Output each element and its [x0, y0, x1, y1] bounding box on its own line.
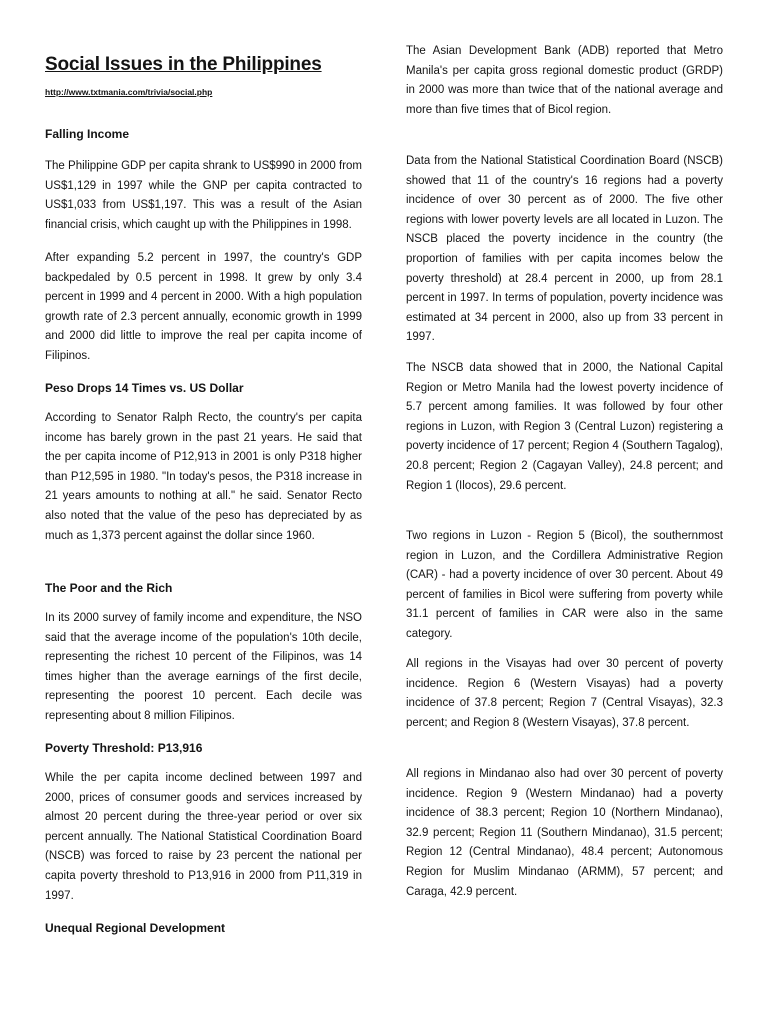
paragraph-poor-and-rich: In its 2000 survey of family income and expenditure, the NSO said that the average income of the population's 10th decile, representing the richest 10 percent of the Filipinos, was 14 times higher than the average earnings of the first decile, representing the poorest 10 percent. Each decile was representing about 8 million Filipinos. — [45, 612, 362, 722]
paragraph-ncr-poverty: The NSCB data showed that in 2000, the National Capital Region or Metro Manila had the lowest poverty incidence of 5.7 percent among families. It was followed by four other regions in Luzon, with Region 3 (Central Luzon) registering a poverty incidence of 17 percent; Region 4 (Southern Tagalog), 20.8 percent; Region 2 (Cagayan Valley), 24.8 percent; and Region 1 (Ilocos), 29.6 percent. — [406, 362, 723, 492]
paragraph-peso-drops: According to Senator Ralph Recto, the country's per capita income has barely grown in the past 21 years. He said that the per capita income of P12,913 in 2001 is only P318 higher than P12,595 in 1980. "In today's pesos, the P318 increase in 21 years amounts to nothing at all." he said. Senator Recto also noted that the value of the peso has depreciated by as much as 1,373 percent against the dollar since 1960. — [45, 412, 362, 542]
page-title: Social Issues in the Philippines — [45, 54, 322, 75]
paragraph-poverty-threshold: While the per capita income declined between 1997 and 2000, prices of consumer goods and services increased by almost 20 percent during the three-year period or over six percent annually. The National Statistical Coordination Board (NSCB) was forced to raise by 23 percent the national per capita poverty threshold to P13,916 in 2000 from P11,319 in 1997. — [45, 772, 362, 902]
heading-unequal-regional-development: Unequal Regional Development — [45, 921, 226, 935]
heading-poor-and-rich: The Poor and the Rich — [45, 581, 173, 595]
paragraph-visayas-regions: All regions in the Visayas had over 30 percent of poverty incidence. Region 6 (Western Visayas) had a poverty incidence of 37.8 percent; Region 7 (Central Visayas), 32.3 percent; and Region 8 (Western Visayas), 37.8 percent. — [406, 658, 723, 729]
paragraph-luzon-regions: Two regions in Luzon - Region 5 (Bicol), the southernmost region in Luzon, and the Cordillera Administrative Region (CAR) - had a poverty incidence of over 30 percent. About 49 percent of families in Bicol were suffering from poverty while 31.1 percent of families in CAR were also in the same category. — [406, 530, 723, 640]
heading-falling-income: Falling Income — [45, 127, 130, 141]
paragraph-mindanao-regions: All regions in Mindanao also had over 30 percent of poverty incidence. Region 9 (Western Mindanao) had a poverty incidence of 38.3 percent; Region 10 (Northern Mindanao), 32.9 percent; Region 11 (Southern Mindanao), 31.5 percent; Region 12 (Central Mindanao), 48.4 percent; Autonomous Region for Muslim Mindanao (ARMM), 57 percent; and Caraga, 42.9 percent. — [406, 768, 723, 898]
heading-poverty-threshold: Poverty Threshold: P13,916 — [45, 741, 203, 755]
paragraph-nscb-data: Data from the National Statistical Coordination Board (NSCB) showed that 11 of the country's 16 regions had a poverty incidence of over 30 percent as of 2000. The five other regions with lower poverty levels are all located in Luzon. The NSCB placed the poverty incidence in the country (the proportion of families with per capita incomes below the poverty threshold) at 28.4 percent in 2000, up from 28.1 percent in 1997. In terms of population, poverty incidence was estimated at 34 percent in 2000, also up from 33 percent in 1997. — [406, 155, 723, 344]
source-url: http://www.txtmania.com/trivia/social.php — [45, 87, 213, 97]
paragraph-falling-income: The Philippine GDP per capita shrank to US$990 in 2000 from US$1,129 in 1997 while the GNP per capita contracted to US$1,033 from US$1,197. This was a result of the Asian financial crisis, which caught up with the Philippines in 1998. — [45, 160, 362, 231]
paragraph-gdp-growth: After expanding 5.2 percent in 1997, the country's GDP backpedaled by 0.5 percent in 1998. It grew by only 3.4 percent in 1999 and 4 percent in 2000. With a high population growth rate of 2.3 percent annually, economic growth in 1999 and 2000 did little to improve the real per capita income of Filipinos. — [45, 252, 362, 362]
heading-peso-drops: Peso Drops 14 Times vs. US Dollar — [45, 381, 244, 395]
paragraph-adb-report: The Asian Development Bank (ADB) reported that Metro Manila's per capita gross regional domestic product (GRDP) in 2000 was more than twice that of the national average and more than five times that of Bicol region. — [406, 45, 723, 116]
